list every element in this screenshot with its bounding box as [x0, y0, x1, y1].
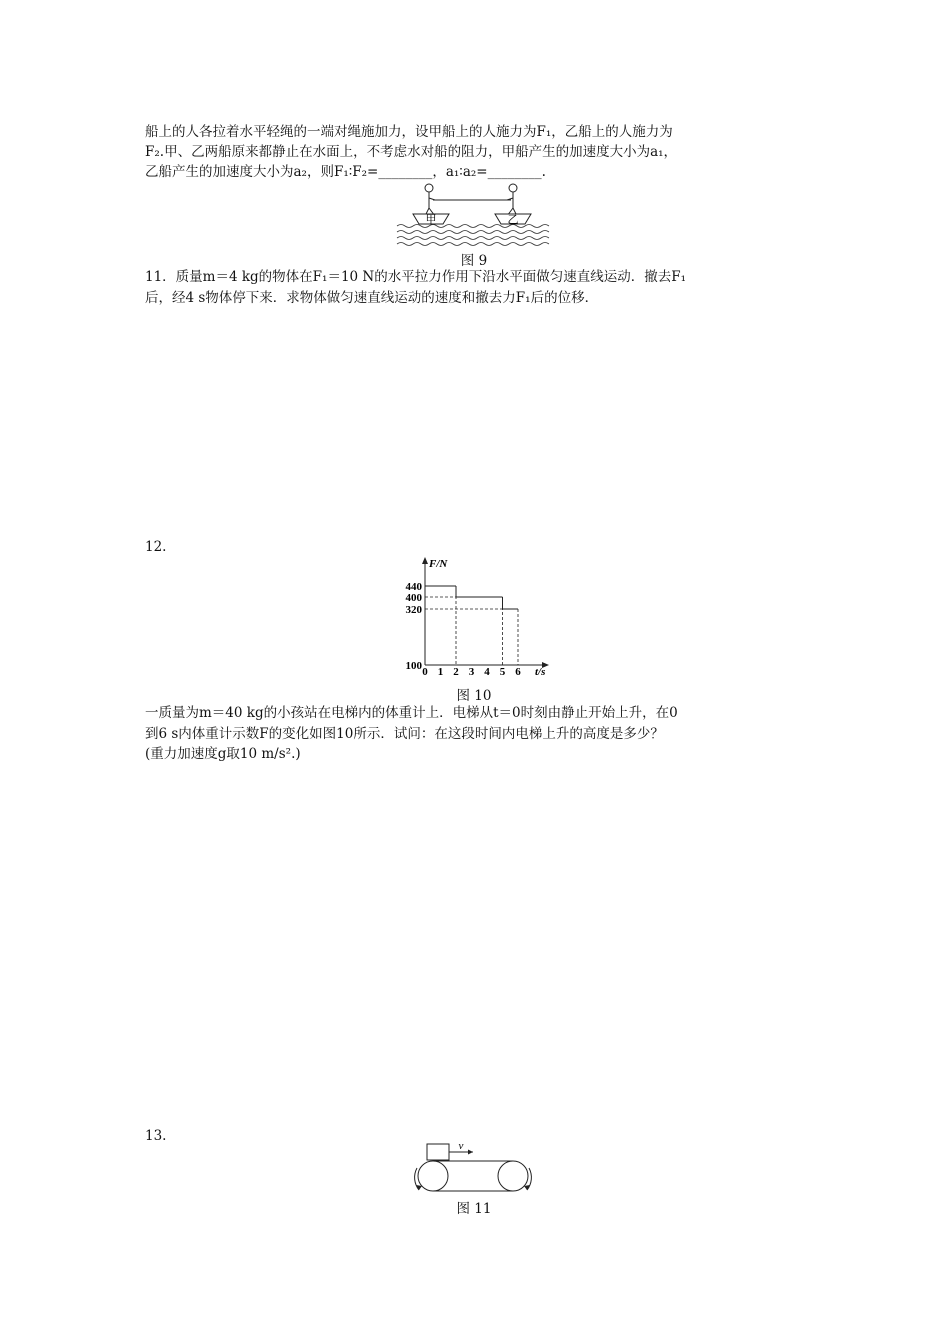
q11-line-1: 11．质量m＝4 kg的物体在F₁＝10 N的水平拉力作用下沿水平面做匀速直线运动．撤去F₁	[145, 269, 687, 285]
y-axis-arrow-icon	[422, 557, 428, 564]
person-right-icon	[507, 184, 517, 216]
figure-9-boats	[395, 180, 555, 250]
y-tick-label: 440	[405, 581, 422, 593]
q10-line-1: 船上的人各拉着水平轻绳的一端对绳施加力，设甲船上的人施力为F₁，乙船上的人施力为	[145, 124, 673, 140]
figure-11-caption: 图 11	[456, 1201, 492, 1217]
figure-9-caption: 图 9	[460, 253, 488, 269]
y-tick-label: 320	[405, 604, 422, 616]
q12-line-3: (重力加速度g取10 m/s².)	[145, 746, 301, 762]
q11-line-2: 后，经4 s物体停下来．求物体做匀速直线运动的速度和撤去力F₁后的位移．	[145, 290, 599, 306]
x-tick-label: 5	[499, 666, 506, 678]
boat-right-label: 乙	[507, 214, 519, 226]
q13-number: 13.	[145, 1128, 167, 1144]
pulley-right	[498, 1161, 528, 1191]
x-tick-label: 3	[468, 666, 475, 678]
x-tick-label: 2	[453, 666, 459, 678]
figure-10-caption: 图 10	[456, 688, 492, 704]
figure-10-chart	[395, 553, 560, 683]
velocity-arrowhead-icon	[468, 1150, 473, 1155]
x-axis-label: t/s	[535, 666, 546, 678]
y-tick-label: 100	[405, 660, 422, 672]
person-left-icon	[425, 184, 435, 216]
q10-line-3: 乙船产生的加速度大小为a₂，则F₁∶F₂=________，a₁∶a₂=________.	[145, 164, 546, 180]
block	[427, 1144, 449, 1160]
x-tick-label: 6	[515, 666, 521, 678]
q12-line-1: 一质量为m＝40 kg的小孩站在电梯内的体重计上．电梯从t＝0时刻由静止开始上升，在0	[145, 705, 678, 721]
q10-line-2: F₂.甲、乙两船原来都静止在水面上，不考虑水对船的阻力，甲船产生的加速度大小为a₁，	[145, 144, 678, 160]
q12-number: 12.	[145, 539, 167, 555]
water-waves	[397, 225, 549, 246]
y-axis-label: F/N	[429, 558, 448, 570]
velocity-label: v	[458, 1140, 464, 1152]
figure-11-conveyor	[405, 1140, 545, 1200]
y-tick-label: 400	[405, 592, 422, 604]
boat-left-label: 甲	[425, 214, 437, 226]
q12-line-2: 到6 s内体重计示数F的变化如图10所示．试问：在这段时间内电梯上升的高度是多少？	[145, 726, 664, 742]
x-tick-label: 4	[484, 666, 490, 678]
x-tick-label: 1	[437, 666, 444, 678]
x-tick-label: 0	[422, 666, 428, 678]
pulley-left	[418, 1161, 448, 1191]
